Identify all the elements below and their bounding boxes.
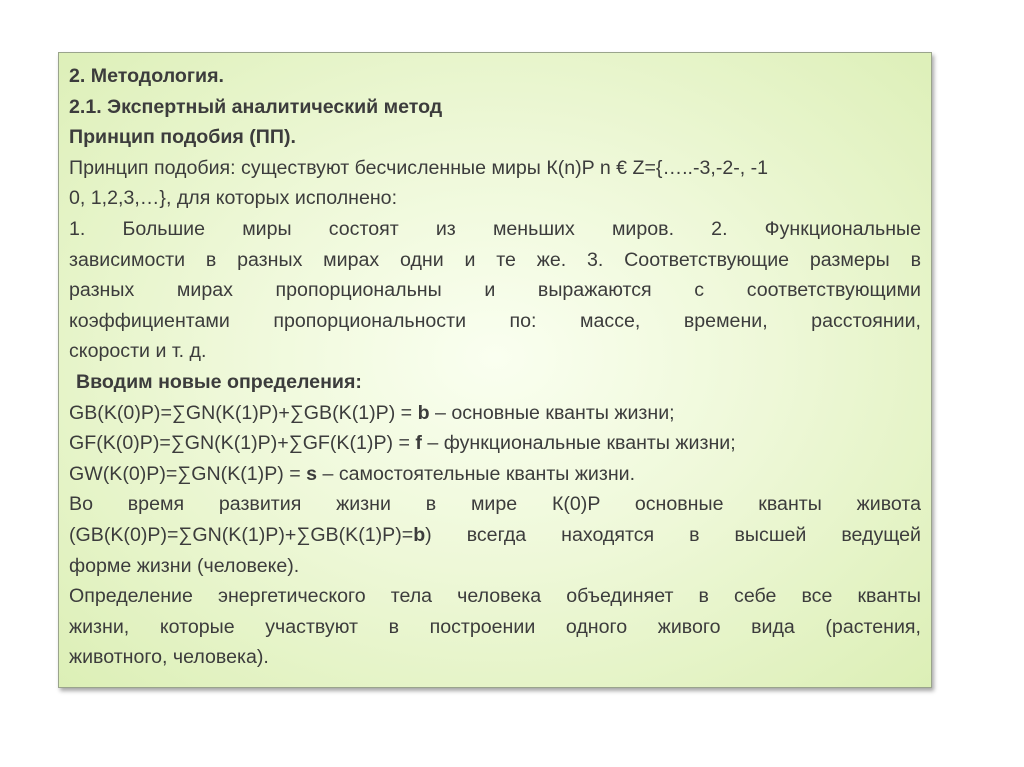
gw-description: – самостоятельные кванты жизни. [317,462,636,485]
gf-symbol: f [415,432,422,455]
section-heading: 2. Методология. [69,65,224,87]
points-line-5: скорости и т. д. [69,340,207,363]
energy-line-1: Определение энергетического тела человека объединяет в себе все кванты [69,585,921,608]
development-line-1: Во время развития жизни в мире К(0)P основные кванты живота [69,493,921,516]
definition-gf [69,428,921,459]
definition-gw [69,459,921,490]
gf-formula: GF(K(0)P)=∑GN(K(1)P)+∑GF(K(1)P) = [69,432,416,455]
development-formula: (GB(K(0)P)=∑GN(K(1)P)+∑GB(K(1)P)= [69,523,414,546]
gw-symbol: s [306,462,318,485]
energy-line-3: животного, человека). [69,646,269,669]
energy-line-2: жизни, которые участвуют в построении одного живого вида (растения, [69,615,921,638]
points-line-4: коэффициентами пропорциональности по: массе, времени, расстоянии, [69,309,921,332]
development-rest: ) всегда находятся в высшей ведущей [425,523,921,546]
gw-formula: GW(K(0)P)=∑GN(K(1)P) = [69,462,307,485]
development-symbol: b [413,523,426,546]
gb-symbol: b [417,401,430,424]
definition-gb [69,398,921,429]
gf-description: – функциональные кванты жизни; [421,432,736,455]
intro-line-1: Принцип подобия: существуют бесчисленные миры К(n)P n € Z={…..-3,-2-, -1 [69,156,769,179]
development-line-3: форме жизни (человеке). [69,554,300,577]
gb-formula: GB(K(0)P)=∑GN(K(1)P)+∑GB(K(1)P) = [69,401,418,424]
points-line-1: 1. Большие миры состоят из меньших миров. 2. Функциональные [69,217,921,240]
points-line-3: разных мирах пропорциональны и выражаются с соответствующими [69,279,921,302]
slide-content-box [58,52,932,688]
definitions-title: Вводим новые определения: [76,370,362,393]
development-line-2 [69,520,921,551]
principle-heading: Принцип подобия (ПП). [69,126,296,149]
gb-description: – основные кванты жизни; [429,401,675,424]
intro-line-2: 0, 1,2,3,…}, для которых исполнено: [69,187,398,210]
subsection-heading: 2.1. Экспертный аналитический метод [69,95,443,118]
points-line-2: зависимости в разных мирах одни и те же. 3. Соответствующие размеры в [69,248,921,271]
